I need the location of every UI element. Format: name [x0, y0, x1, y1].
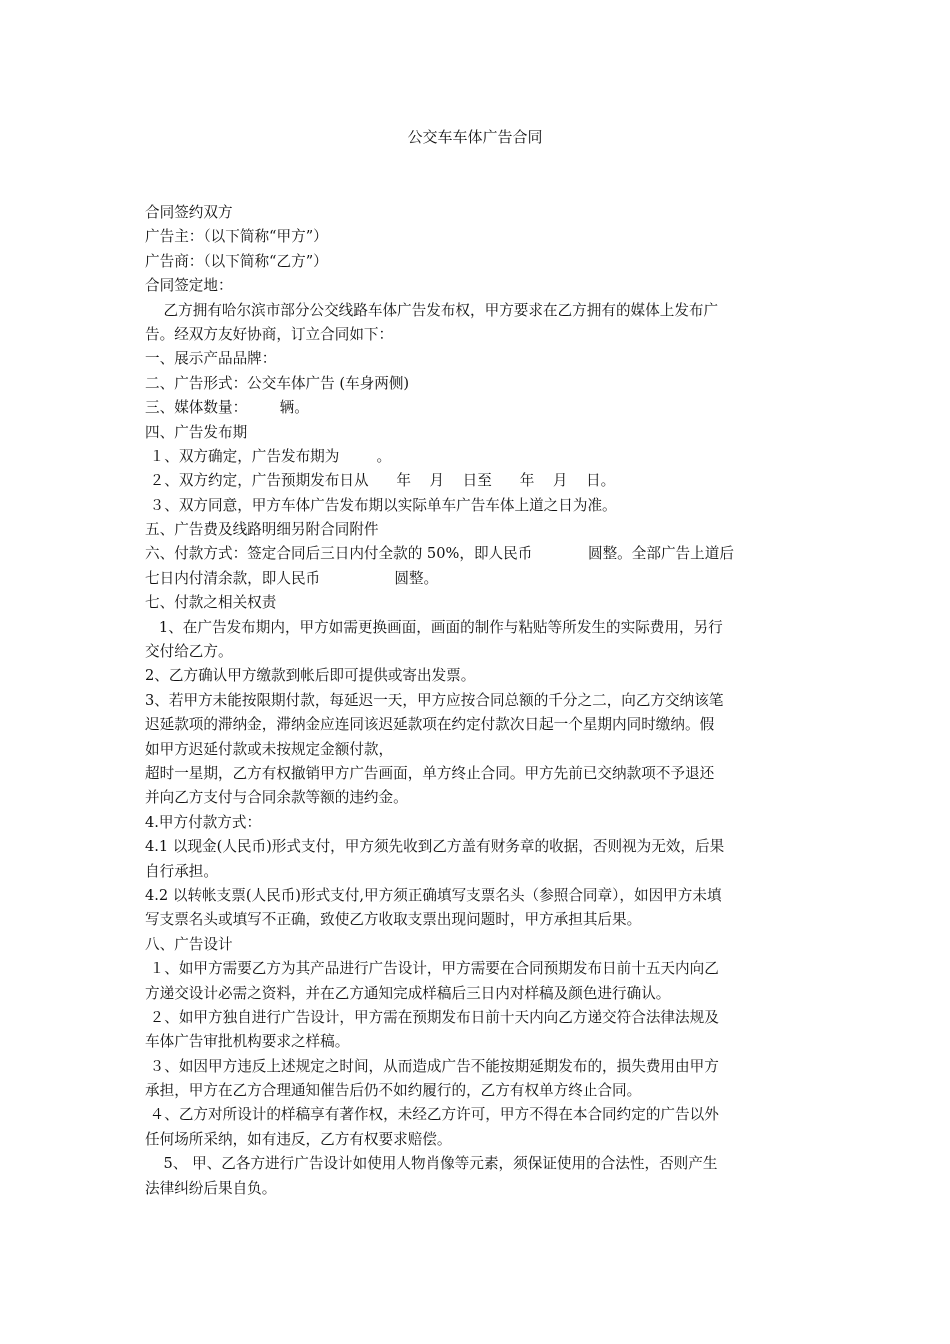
- document-line: 并向乙方支付与合同余款等额的违约金。: [145, 789, 408, 807]
- document-line: 四、广告发布期: [145, 423, 248, 441]
- document-line: 七、付款之相关权责: [145, 594, 277, 612]
- document-line: 合同签定地：: [145, 277, 233, 295]
- document-line: 写支票名头或填写不正确，致使乙方收取支票出现问题时，甲方承担其后果。: [145, 911, 642, 929]
- document-line: 广告商：（以下简称“乙方”）: [145, 252, 328, 270]
- document-line: 承担，甲方在乙方合理通知催告后仍不如约履行的，乙方有权单方终止合同。: [145, 1082, 642, 1100]
- document-line: 自行承担。: [145, 862, 218, 880]
- document-line: 八、广告设计: [145, 935, 233, 953]
- document-line: 迟延款项的滞纳金，滞纳金应连同该迟延款项在约定付款次日起一个星期内同时缴纳。假: [145, 716, 715, 734]
- document-line: ３、双方同意，甲方车体广告发布期以实际单车广告车体上道之日为准。: [145, 496, 617, 514]
- document-line: 三、媒体数量： 辆。: [145, 399, 309, 417]
- document-line: 方递交设计必需之资料，并在乙方通知完成样稿后三日内对样稿及颜色进行确认。: [145, 984, 671, 1002]
- document-line: 5、 甲、乙各方进行广告设计如使用人物肖像等元素，须保证使用的合法性，否则产生: [145, 1155, 718, 1173]
- document-line: 乙方拥有哈尔滨市部分公交线路车体广告发布权，甲方要求在乙方拥有的媒体上发布广: [145, 301, 719, 319]
- document-line: 3、若甲方未能按限期付款，每延迟一天，甲方应按合同总额的千分之二，向乙方交纳该笔: [145, 691, 724, 709]
- document-line: 车体广告审批机构要求之样稿。: [145, 1033, 350, 1051]
- document-line: 五、广告费及线路明细另附合同附件: [145, 521, 379, 539]
- document-line: 合同签约双方: [145, 204, 233, 221]
- document-line: 七日内付清余款，即人民币 圆整。: [145, 569, 439, 587]
- document-line: 二、广告形式：公交车体广告 (车身两侧): [145, 374, 410, 392]
- document-line: 任何场所采纳，如有违反，乙方有权要求赔偿。: [145, 1130, 452, 1148]
- document-line: 如甲方迟延付款或未按规定金额付款，: [145, 740, 394, 758]
- document-line: 4.甲方付款方式：: [145, 813, 262, 831]
- document-line: 2、乙方确认甲方缴款到帐后即可提供或寄出发票。: [145, 667, 476, 685]
- document-line: １、如甲方需要乙方为其产品进行广告设计，甲方需要在合同预期发布日前十五天内向乙: [145, 960, 719, 978]
- document-line: ４、乙方对所设计的样稿享有著作权，未经乙方许可，甲方不得在本合同约定的广告以外: [145, 1106, 719, 1124]
- document-line: 4.2 以转帐支票(人民币)形式支付,甲方须正确填写支票名头（参照合同章），如因甲方未填: [145, 886, 722, 904]
- document-line: 4.1 以现金(人民币)形式支付，甲方须先收到乙方盖有财务章的收据，否则视为无效，后果: [145, 838, 725, 856]
- document-title: 公交车车体广告合同: [407, 128, 543, 146]
- document-line: 交付给乙方。: [145, 643, 233, 661]
- document-line: 告。经双方友好协商，订立合同如下：: [145, 325, 394, 343]
- document-line: １、双方确定，广告发布期为 。: [145, 447, 392, 465]
- document-line: 一、展示产品品牌：: [145, 350, 277, 368]
- document-line: 1、在广告发布期内，甲方如需更换画面，画面的制作与粘贴等所发生的实际费用，另行: [145, 618, 723, 636]
- document-line: 广告主：（以下简称“甲方”）: [145, 228, 328, 246]
- document-line: ２、如甲方独自进行广告设计，甲方需在预期发布日前十天内向乙方递交符合法律法规及: [145, 1008, 719, 1026]
- document-body: [145, 201, 807, 1201]
- document-line: ３、如因甲方违反上述规定之时间，从而造成广告不能按期延期发布的，损失费用由甲方: [145, 1057, 719, 1075]
- document-line: 超时一星期，乙方有权撤销甲方广告画面，单方终止合同。甲方先前已交纳款项不予退还: [145, 764, 715, 782]
- document-line: ２、双方约定，广告预期发布日从 年 月 日至 年 月 日。: [145, 472, 616, 490]
- document-line: 六、付款方式：签定合同后三日内付全款的 50%，即人民币 圆整。全部广告上道后: [145, 545, 734, 563]
- document-line: 法律纠纷后果自负。: [145, 1179, 277, 1197]
